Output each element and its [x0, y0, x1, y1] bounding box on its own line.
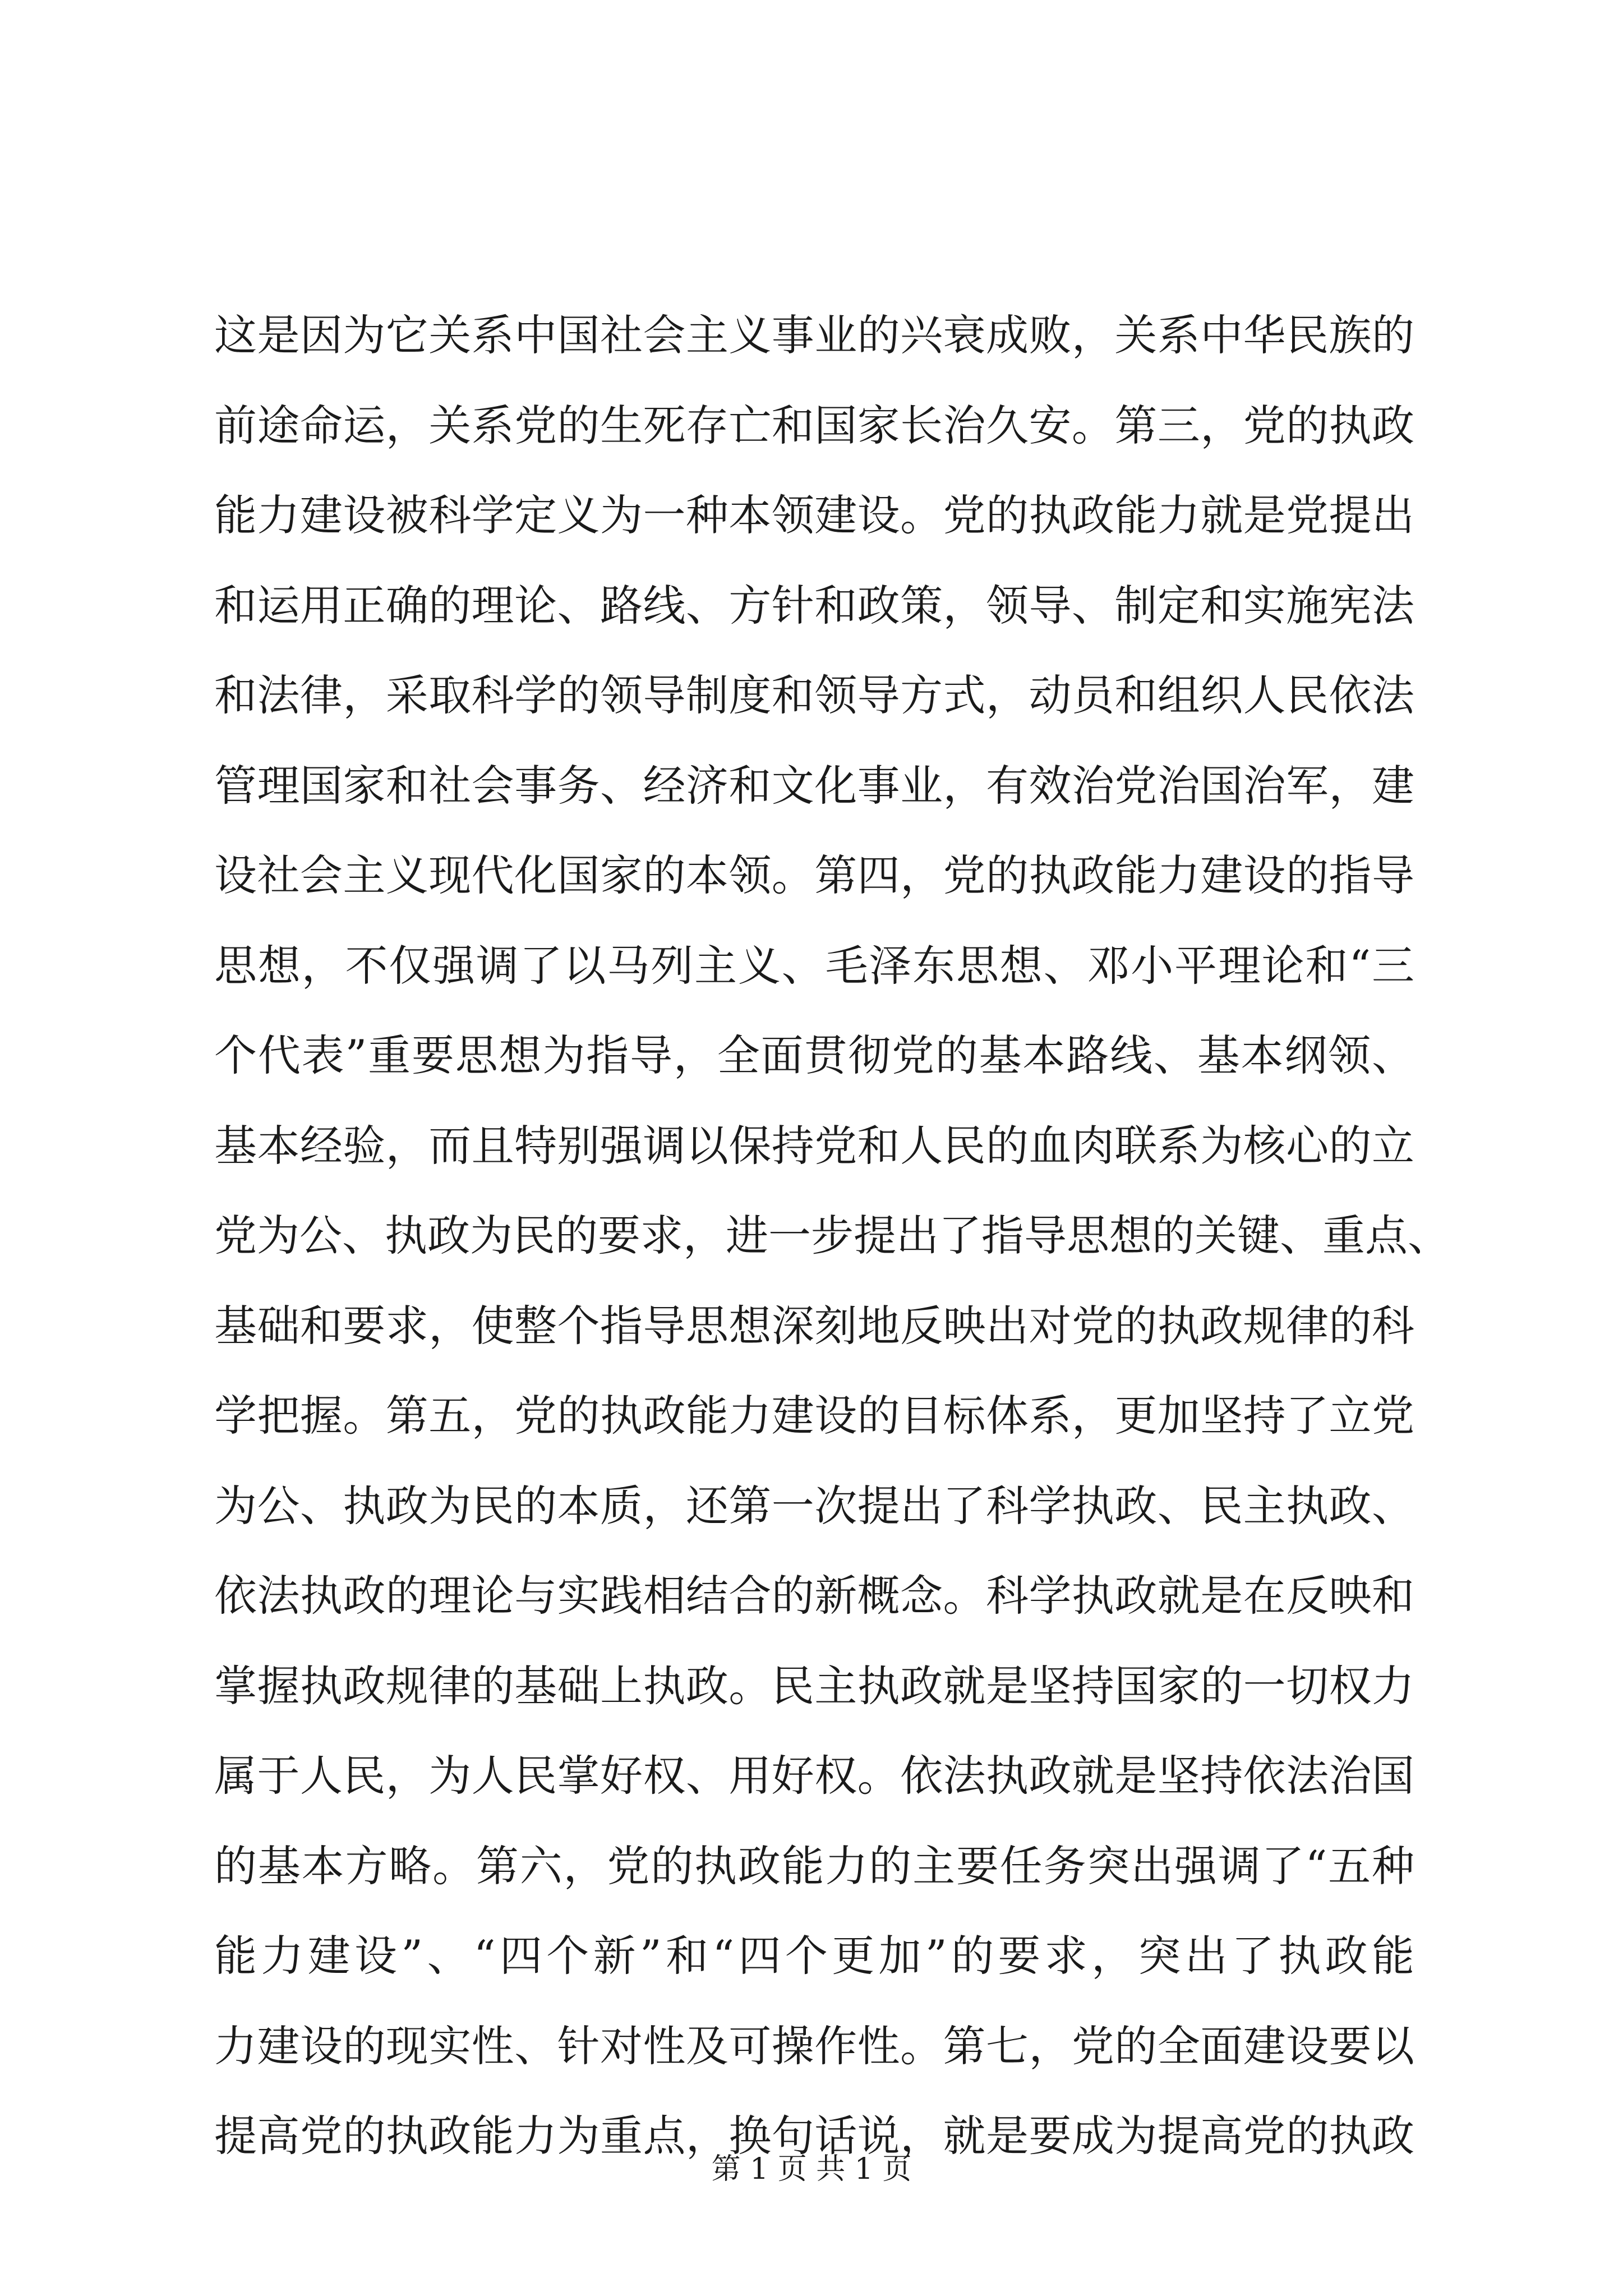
text-line: 能力建设被科学定义为一种本领建设。党的执政能力就是党提出	[214, 490, 1414, 540]
text-line: 这是因为它关系中国社会主义事业的兴衰成败，关系中华民族的	[214, 310, 1414, 360]
text-line: 设社会主义现代化国家的本领。第四，党的执政能力建设的指导	[214, 850, 1414, 900]
text-line: 思想，不仅强调了以马列主义、毛泽东思想、邓小平理论和“三	[214, 940, 1414, 991]
page-footer	[0, 2150, 1623, 2189]
text-line: 基本经验，而且特别强调以保持党和人民的血肉联系为核心的立	[214, 1120, 1414, 1171]
text-line: 和运用正确的理论、路线、方针和政策，领导、制定和实施宪法	[214, 580, 1414, 631]
text-line: 依法执政的理论与实践相结合的新概念。科学执政就是在反映和	[214, 1571, 1414, 1621]
text-line: 管理国家和社会事务、经济和文化事业，有效治党治国治军，建	[214, 760, 1414, 811]
text-line: 提高党的执政能力为重点，换句话说，就是要成为提高党的执政	[214, 2111, 1414, 2161]
body-text	[214, 291, 1450, 2182]
text-line: 力建设的现实性、针对性及可操作性。第七，党的全面建设要以	[214, 2021, 1414, 2071]
text-line: 为公、执政为民的本质，还第一次提出了科学执政、民主执政、	[214, 1480, 1414, 1531]
text-line: 个代表”重要思想为指导，全面贯彻党的基本路线、基本纲领、	[214, 1030, 1414, 1080]
text-line: 党为公、执政为民的要求，进一步提出了指导思想的关键、重点、	[214, 1211, 1450, 1260]
text-line: 前途命运，关系党的生死存亡和国家长治久安。第三，党的执政	[214, 400, 1414, 450]
text-line: 掌握执政规律的基础上执政。民主执政就是坚持国家的一切权力	[214, 1660, 1414, 1711]
text-line: 属于人民，为人民掌好权、用好权。依法执政就是坚持依法治国	[214, 1751, 1414, 1801]
text-line: 基础和要求，使整个指导思想深刻地反映出对党的执政规律的科	[214, 1300, 1414, 1351]
page-number-label: 第 1 页 共 1 页	[711, 2152, 912, 2186]
text-line: 和法律，采取科学的领导制度和领导方式，动员和组织人民依法	[214, 670, 1414, 720]
text-line: 学把握。第五，党的执政能力建设的目标体系，更加坚持了立党	[214, 1391, 1414, 1441]
text-line: 的基本方略。第六，党的执政能力的主要任务突出强调了“五种	[214, 1841, 1414, 1891]
text-line: 能力建设”、“四个新”和“四个更加”的要求，突出了执政能	[214, 1931, 1414, 1981]
